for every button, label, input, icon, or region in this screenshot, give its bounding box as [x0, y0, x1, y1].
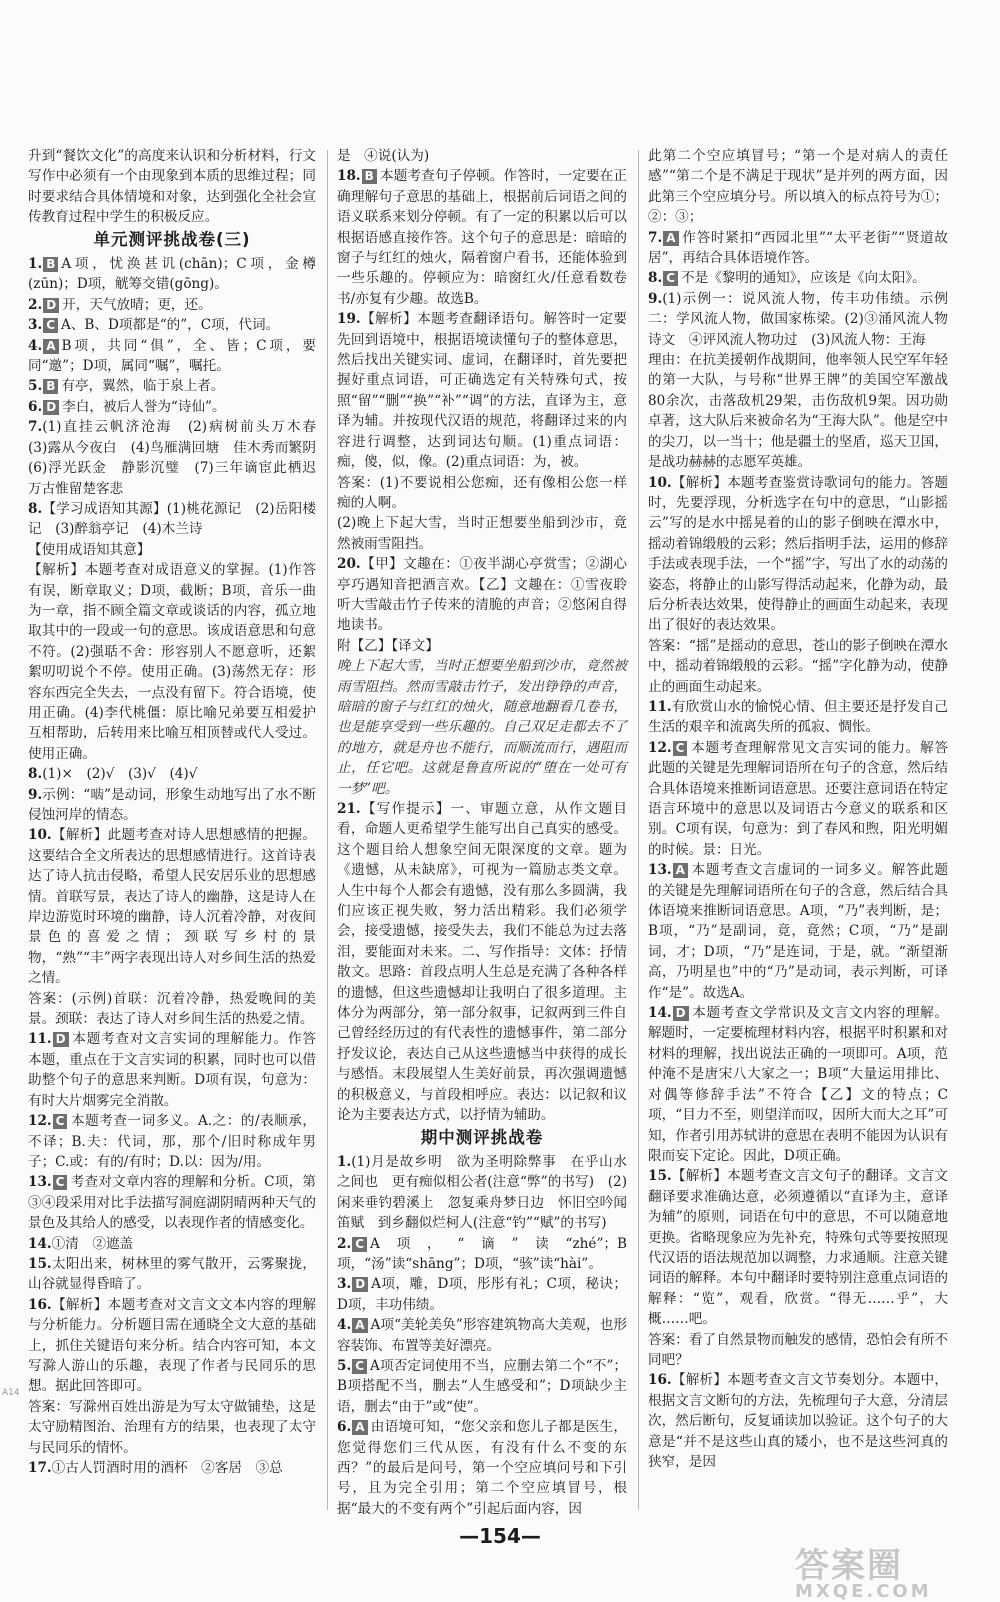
- answer-item: [337, 636, 627, 656]
- section-heading: 期中测评挑战卷: [420, 1127, 544, 1147]
- answer-text: 本题考查文言虚词的一词多义。解答此题的关键是先理解词语所在句子的含意，然后结合具体语境来推断词语意思。A项，“乃”表判断，是；B项，“乃”是副词，竟，竟然；C项，“乃”是副词，才；D项，“乃”是连词，于是，就。“渐望渐高，乃明星也”中的“乃”是动词，表示判断，可译作“是”。故选A。: [648, 862, 948, 1001]
- question-number: 11.: [28, 1031, 52, 1048]
- answer-text: (1)× (2)√ (3)√ (4)√: [42, 766, 198, 783]
- answer-text: 本题考查一词多义。A.之：的/表顺承，不译；B.夫：代词，那，那个/旧时称成年男子；C.或：有的/有时；D.以：因为/用。: [28, 1113, 316, 1170]
- answer-text: 附【乙】【译文】: [337, 637, 439, 654]
- answer-text: 答案：写滁州百姓出游是为写太守做铺垫，这是太守励精图治、治理有方的结果，也表现了太守与民同乐的情怀。: [28, 1398, 316, 1456]
- answer-text: B项，共同“俱”，全、皆；C项，要同“邀”；D项，属同“嘱”，嘱托。: [28, 337, 316, 375]
- answer-text: (1)月是故乡明 欲为圣明除弊事 在乎山水之间也 更有痴似相公者(注意“弊”的书写) (2)闲来垂钓碧溪上 忽复乘舟梦日边 怀旧空吟闻笛赋 到乡翻似烂柯人(注意“钓”“赋”的书写): [337, 1153, 627, 1232]
- answer-item: [28, 146, 316, 228]
- answer-item: [648, 1166, 948, 1329]
- answer-letter-badge: C: [53, 1114, 68, 1129]
- question-number: 13.: [28, 1174, 52, 1191]
- answer-letter-badge: A: [43, 339, 58, 354]
- answer-text: 不是《黎明的通知》，应该是《向太阳》。: [681, 270, 926, 287]
- question-number: 12.: [648, 739, 672, 756]
- answer-letter-badge: C: [53, 1175, 68, 1190]
- question-number: 7.: [28, 419, 43, 436]
- column-left: [28, 146, 330, 1514]
- question-number: 20.: [337, 556, 361, 573]
- answer-letter-badge: B: [362, 169, 377, 184]
- side-mark: A14: [2, 1388, 20, 1398]
- answer-item: [337, 309, 627, 472]
- answer-item: [28, 764, 316, 784]
- answer-item: [337, 554, 627, 636]
- answer-item: [648, 636, 948, 697]
- answer-item: [28, 1254, 316, 1295]
- answer-item: [648, 697, 948, 738]
- answer-text: 【解析】本题考查翻译语句。解答时一定要先回到语境中，根据语境读懂句子的整体意思，然后找出关键实词、虚词，在翻译时，首先要把握好重点词语，可正确选定有关特殊句式，按照“留”“删”“换”“补”“调”的方法，直译为主，意译为辅。并按现代汉语的规范，将翻译过来的内容进行调整，达到词达句顺。(1)重点词语：痴，傻，似，像。(2)重点词语：为，被。: [337, 311, 627, 471]
- answer-item: [648, 1330, 948, 1371]
- answer-text: (1)示例一：说风流人物，传丰功伟绩。示例二：学风流人物，做国家栋梁。(2)③涌风流人物诗文 ④评风流人物功过 (3)风流人物：王海: [648, 290, 948, 348]
- answer-item: [648, 268, 948, 288]
- question-number: 7.: [648, 229, 663, 246]
- answer-item: [28, 295, 316, 315]
- answer-item: [648, 228, 948, 269]
- answer-letter-badge: D: [673, 1006, 689, 1021]
- answer-text: 【写作提示】一、审题立意，从作文题目看，命题人更希望学生能写出自己真实的感受。这个题目给人想象空间无限深度的文章。题为《遗憾，从未缺席》，可视为一篇励志类文章。人生中每个人都会有遗憾，没有那么多圆满，我们应该正视失败，努力活出精彩。我们必须学会，接受遗憾，接受失去，我们不能总为过去落泪，要能面对未来。二、写作指导：文体：抒情散文。思路：首段点明人生总是充满了各种各样的遗憾，但这些遗憾却让我明白了很多道理。主体分为两部分，第一部分叙事，记叙两到三件自己曾经经历过的有代表性的遗憾事件，第二部分抒发议论，表达自己从这些遗憾当中获得的成长与感悟。末段展望人生美好前景，再次强调遗憾的积极意义，与首段相呼应。表达：以记叙和议论为主要表达方式，以抒情为辅助。: [337, 801, 627, 1124]
- answer-text: 【解析】本题考查对文言文文本内容的理解与分析能力。分析题目需在通晓全文大意的基础上，抓住关键语句来分析。结合内容可知，本文写滁人游山的乐趣，表现了作者与民同乐的思想。据此回答即可。: [28, 1296, 316, 1395]
- answer-text: 本题考查理解常见文言实词的能力。解答此题的关键是先理解词语所在句子的含意，然后结合具体语境来推断词语意思。还要注意词语在特定语言环境中的意思以及词语古今意义的联系和区别。C项有误，句意为：到了春风和煦，阳光明媚的时候。景：日光。: [648, 739, 948, 858]
- answer-letter-badge: C: [663, 271, 678, 286]
- answer-letter-badge: C: [352, 1237, 367, 1252]
- answer-item: [28, 336, 316, 377]
- answer-text: 作答时紧扣“西园北里”“太平老街”“贤道故居”，再结合具体语境作答。: [648, 229, 948, 267]
- question-number: 8.: [28, 766, 43, 783]
- answer-text: 答案：看了自然景物而触发的感情，恐怕会有所不同吧？: [648, 1331, 948, 1368]
- answer-text: 有亭，翼然，临于泉上者。: [61, 378, 225, 395]
- column-right: [648, 146, 948, 1514]
- answer-text: 由语境可知，“您父亲和您儿子都是医生，您觉得您们三代从医，有没有什么不变的东西？”的最后是问号，第一个空应填问号和下引号，且为完全引用；第二个空应填冒号，根据“最大的不变有两个”引起后面内容，因: [337, 1419, 627, 1517]
- answer-text: 是 ④说(认为): [337, 148, 430, 164]
- question-number: 5.: [28, 378, 43, 395]
- question-number: 9.: [28, 786, 43, 803]
- question-number: 13.: [648, 862, 672, 879]
- answer-text: ①古人罚酒时用的酒杯 ②客居 ③总: [51, 1460, 283, 1476]
- answer-item: [28, 1234, 316, 1254]
- answer-item: [337, 1417, 627, 1519]
- answer-text: 本题考查对文言实词的理解能力。作答本题，重点在于文言实词的积累，同时也可以借助整个句子的意思来判断。D项有误，句意为：有时大片烟雾完全消散。: [28, 1031, 316, 1109]
- question-number: 12.: [28, 1113, 52, 1130]
- answer-item: [648, 350, 948, 472]
- question-number: 11.: [648, 698, 672, 715]
- question-number: 15.: [28, 1255, 52, 1272]
- answer-letter-badge: C: [673, 741, 688, 756]
- answer-item: [337, 473, 627, 514]
- page-number: —154—: [459, 1524, 541, 1548]
- answer-text: 升到“餐饮文化”的高度来认识和分析材料，行文写作中必须有一个由现象到本质的思维过程；同时要求结合具体情境和对象，达到强化全社会宣传教育过程中学生的积极反应。: [28, 148, 316, 226]
- answer-text: (2)晚上下起大雪，当时正想要坐船到沙市，竟然被雨雪阻挡。: [337, 515, 627, 552]
- answer-item: [337, 1152, 627, 1234]
- question-number: 16.: [648, 1372, 672, 1389]
- answer-item: [337, 799, 627, 1126]
- answer-item: [648, 473, 948, 636]
- answer-text: 答案：(示例)首联：沉着冷静，热爱晚间的美景。颈联：表达了诗人对乡间生活的热爱之情。: [28, 990, 316, 1028]
- answer-text: A项，忧涣甚讥(chān)；C项，金樽(zūn)；D项，觥筹交错(gōng)。: [28, 256, 316, 293]
- answer-item: [337, 513, 627, 554]
- answer-item: [337, 1234, 627, 1275]
- question-number: 3.: [28, 317, 43, 334]
- answer-text: 【解析】本题考查对成语意义的掌握。(1)作答有误，断章取义；D项，截断；B项，音乐一曲为一章，指不顾全篇文章或谈话的内容，孤立地取其中的一段或一句的意思。该成语意思和句意不符。(2)强聒不舍：形容别人不愿意听，还絮絮叨叨说个不停。使用正确。(3)荡然无存：形容东西完全失去，一点没有留下。符合语境，使用正确。(4)李代桃僵：原比喻兄弟要互相爱护互相帮助，后转用来比喻互相顶替或代人受过。使用正确。: [28, 562, 316, 762]
- answer-text: 【学习成语知其源】(1)桃花源记 (2)岳阳楼记 (3)醉翁亭记 (4)木兰诗: [28, 500, 316, 538]
- answer-text: 答案：“摇”是摇动的意思，苍山的影子倒映在潭水中，摇动着锦缎般的云彩。“摇”字化静为动，使静止的画面生动起来。: [648, 637, 948, 695]
- answer-text: 【解析】本题考查文言文句子的翻译。文言文翻译要求准确达意，必须遵循以“直译为主，意译为辅”的原则，词语在句中的意思，不可以随意地更换。省略现象应为先补充，特殊句式等要按照现代汉语的语法规范加以调整，力求通顺。注意关键词语的解释。本句中翻译时要特别注意重点词语的解释：“览”，观看，欣赏。“得无……乎”，大概……吧。: [648, 1168, 948, 1328]
- answer-item: [337, 1315, 627, 1356]
- question-number: 3.: [337, 1276, 352, 1293]
- answer-text: 答案：(1)不要说相公您痴，还有像相公您一样痴的人啊。: [337, 474, 627, 511]
- answer-text: A项“美轮美奂”形容建筑物高大美观，也形容装饰、布置等美好漂亮。: [337, 1317, 627, 1354]
- answer-item: [648, 1370, 948, 1472]
- answer-item: [28, 785, 316, 826]
- answer-item: [648, 289, 948, 350]
- question-number: 21.: [337, 801, 361, 817]
- column-divider: [638, 150, 639, 1510]
- answer-item: [28, 1172, 316, 1233]
- answer-text: 李白，被后人誉为“诗仙”。: [62, 398, 226, 415]
- answer-item: [28, 540, 316, 560]
- answer-text: 【使用成语知其意】: [28, 541, 151, 558]
- question-number: 19.: [337, 311, 361, 328]
- answer-item: [337, 146, 627, 166]
- answer-letter-badge: D: [53, 1032, 69, 1047]
- answer-item: [28, 989, 316, 1030]
- answer-item: [337, 656, 627, 799]
- question-number: 10.: [28, 827, 52, 844]
- answer-letter-badge: A: [352, 1420, 367, 1435]
- column-middle: [337, 146, 627, 1517]
- question-number: 6.: [337, 1419, 352, 1436]
- answer-letter-badge: A: [352, 1318, 367, 1333]
- answer-letter-badge: A: [673, 863, 688, 878]
- answer-letter-badge: B: [43, 379, 58, 394]
- answer-item: [28, 499, 316, 540]
- question-number: 1.: [337, 1153, 352, 1170]
- answer-text: 本题考查句子停顿。作答时，一定要在正确理解句子意思的基础上，根据前后词语之间的语义联系来划分停顿。有了一定的积累以后可以根据语感直接作答。这个句子的意思是：暗暗的窗子与红红的烛火，隔着窗户看书，还能体验到一些乐趣的。停顿应为：暗窗红火/任意看数卷书/亦复有少趣。故选B。: [337, 168, 627, 307]
- column-divider: [327, 150, 328, 1510]
- answer-item: [28, 825, 316, 988]
- question-number: 8.: [28, 500, 43, 517]
- question-number: 1.: [28, 256, 43, 273]
- answer-item: [28, 1111, 316, 1172]
- answer-letter-badge: A: [663, 231, 678, 246]
- answer-letter-badge: D: [43, 298, 59, 313]
- question-number: 2.: [28, 296, 43, 313]
- question-number: 8.: [648, 270, 663, 287]
- answer-item: [337, 1356, 627, 1417]
- answer-item: [28, 376, 316, 396]
- answer-letter-badge: D: [43, 400, 59, 415]
- question-number: 4.: [337, 1317, 352, 1334]
- answer-text: 示例：“啮”是动词，形象生动地写出了水不断侵蚀河岸的情态。: [28, 786, 316, 823]
- answer-text: A、B、D项都是“的”，C项，代词。: [61, 317, 280, 334]
- answer-letter-badge: C: [43, 318, 58, 333]
- answer-text: A项否定词使用不当，应删去第二个“不”；B项搭配不当，删去“人生感受和”；D项缺少主语，删去“由于”或“使”。: [337, 1357, 627, 1415]
- answer-item: [28, 1295, 316, 1397]
- question-number: 10.: [648, 474, 672, 491]
- answer-text: 考查对文章内容的理解和分析。C项，第③④段采用对比手法描写洞庭湖阴晴两种天气的景色及其给人的感受，以表现作者的情感变化。: [28, 1174, 316, 1232]
- question-number: 17.: [28, 1460, 52, 1476]
- answer-text: 【解析】此题考查对诗人思想感情的把握。这要结合全文所表达的思想感情进行。这首诗表达了诗人抗击侵略，希望人民安居乐业的思想感情。首联写景，表达了诗人的幽静，这是诗人在岸边游览时环境的幽静，诗人沉着冷静，对夜间景色的喜爱之情；颈联写乡村的景物，“熟”“丰”两字表现出诗人对乡间生活的热爱之情。: [28, 827, 316, 987]
- section-heading: 单元测评挑战卷(三): [93, 229, 251, 249]
- answer-text: (1)直挂云帆济沧海 (2)病树前头万木春 (3)露从今夜白 (4)鸟雁满回塘 佳木秀而繁阴 (6)浮光跃金 静影沉璧 (7)三年谪宦此栖迟 万古惟留楚客悲: [28, 419, 330, 497]
- answer-item: [28, 560, 316, 764]
- answer-text: 【解析】本题考查文言文节奏划分。本题中，根据文言文断句的方法，先梳理句子大意，分清层次，然后断句，反复诵读加以验证。这个句子的大意是“并不是这些山真的矮小，也不是这些河真的狭窄，是因: [648, 1372, 948, 1470]
- answer-text: 有欣赏山水的愉悦心情、但主要还是抒发自己生活的艰辛和流离失所的孤寂、惆怅。: [648, 698, 948, 736]
- answer-text: ①清 ②遮盖: [51, 1235, 134, 1252]
- answer-item: [28, 417, 330, 499]
- answer-text: 此第二个空应填冒号；“第一个是对病人的责任感”“第二个是不满足于现状”是并列的两方面，因此第三个空应填分号。所以填入的标点符号为①；②：③；: [648, 148, 948, 226]
- question-number: 18.: [337, 168, 361, 185]
- answer-letter-badge: B: [43, 257, 58, 272]
- answer-text: 晚上下起大雪，当时正想要坐船到沙市，竟然被雨雪阻挡。然而雪敲击竹子，发出铮铮的声音，暗暗的窗子与红红的烛火，随意地翻看几卷书，也是能享受到一些乐趣的。自己双足走都去不了的地方，就是舟也不能行，而顺流而行，遇阻而止，任它吧。这就是鲁直所说的“堕在一处可有一梦”吧。: [337, 658, 627, 797]
- question-number: 6.: [28, 398, 43, 415]
- question-number: 15.: [648, 1168, 672, 1185]
- answer-text: A项，“谪”读“zhé”；B项，“汤”读“shāng”；D项，“骇”读“hài”。: [337, 1235, 627, 1272]
- answer-letter-badge: D: [352, 1277, 368, 1292]
- answer-letter-badge: C: [352, 1359, 367, 1374]
- answer-item: [28, 1458, 316, 1478]
- answer-text: 开，天气放晴；更，还。: [62, 296, 212, 313]
- question-number: 5.: [337, 1357, 352, 1374]
- question-number: 14.: [648, 1005, 672, 1022]
- answer-item: [648, 738, 948, 860]
- answer-text: 本题考查文学常识及文言文内容的理解。解题时，一定要梳理材料内容，根据平时积累和对材料的理解，找出说法正确的一项即可。A项，范仲淹不是唐宋八大家之一；B项“大量运用排比、对偶等修辞手法”不符合【乙】文的特点；C项，“目力不至，则望洋而叹，因所大而大之耳”可知，作者引用苏轼讲的意思在表明不能因为认识有限而妄下定论。因此，D项正确。: [648, 1005, 948, 1164]
- answer-item: [28, 315, 316, 335]
- answer-item: [337, 166, 627, 309]
- answer-text: 【甲】文趣在：①夜半湖心亭赏雪；②湖心亭巧遇知音把酒言欢。【乙】文趣在：①雪夜聆听大雪敲击竹子传来的清脆的声音；②悠闲自得地读书。: [337, 556, 627, 634]
- question-number: 4.: [28, 337, 43, 354]
- question-number: 14.: [28, 1235, 52, 1252]
- watermark-logo: 答案圈 MXQE.COM: [795, 1546, 932, 1602]
- answer-text: A项，雕，D项，彤彤有礼；C项，秘诀；D项，丰功伟绩。: [337, 1276, 627, 1313]
- question-number: 9.: [648, 290, 663, 307]
- question-number: 16.: [28, 1296, 52, 1313]
- answer-item: [337, 1274, 627, 1315]
- answer-item: [28, 397, 316, 417]
- answer-text: 太阳出来，树林里的雾气散开，云雾聚拢，山谷就显得昏暗了。: [28, 1255, 316, 1293]
- answer-item: [28, 1397, 316, 1458]
- answer-text: 理由：在抗美援朝作战期间，他率领人民空军年轻的第一大队，与号称“世界王牌”的美国空军激战80余次，击落敌机29架，击伤敌机9架。因功勋卓著，这大队后来被命名为“王海大队”。他是空中的尖刀，以一当十；他是疆土的坚盾，巡天卫国，是战功赫赫的志愿军英雄。: [648, 352, 948, 471]
- answer-text: 【解析】本题考查鉴赏诗歌词句的能力。答题时，先要浮现，分析选字在句中的意思，“山影摇云”写的是水中摇晃着的山的影子倒映在潭水中，摇动着锦缎般的云彩；然后指明手法，运用的修辞手法或表现手法，一个“摇”字，写出了水的动荡的姿态，将静止的山影写得活动起来，化静为动，最后分析表达效果，使得静止的画面生动起来，表现出了很好的表达效果。: [648, 474, 948, 634]
- answer-item: [648, 1003, 948, 1166]
- question-number: 2.: [337, 1235, 352, 1252]
- answer-item: [648, 146, 948, 228]
- answer-item: [648, 860, 948, 1003]
- answer-item: [28, 254, 316, 295]
- answer-item: [28, 1029, 316, 1111]
